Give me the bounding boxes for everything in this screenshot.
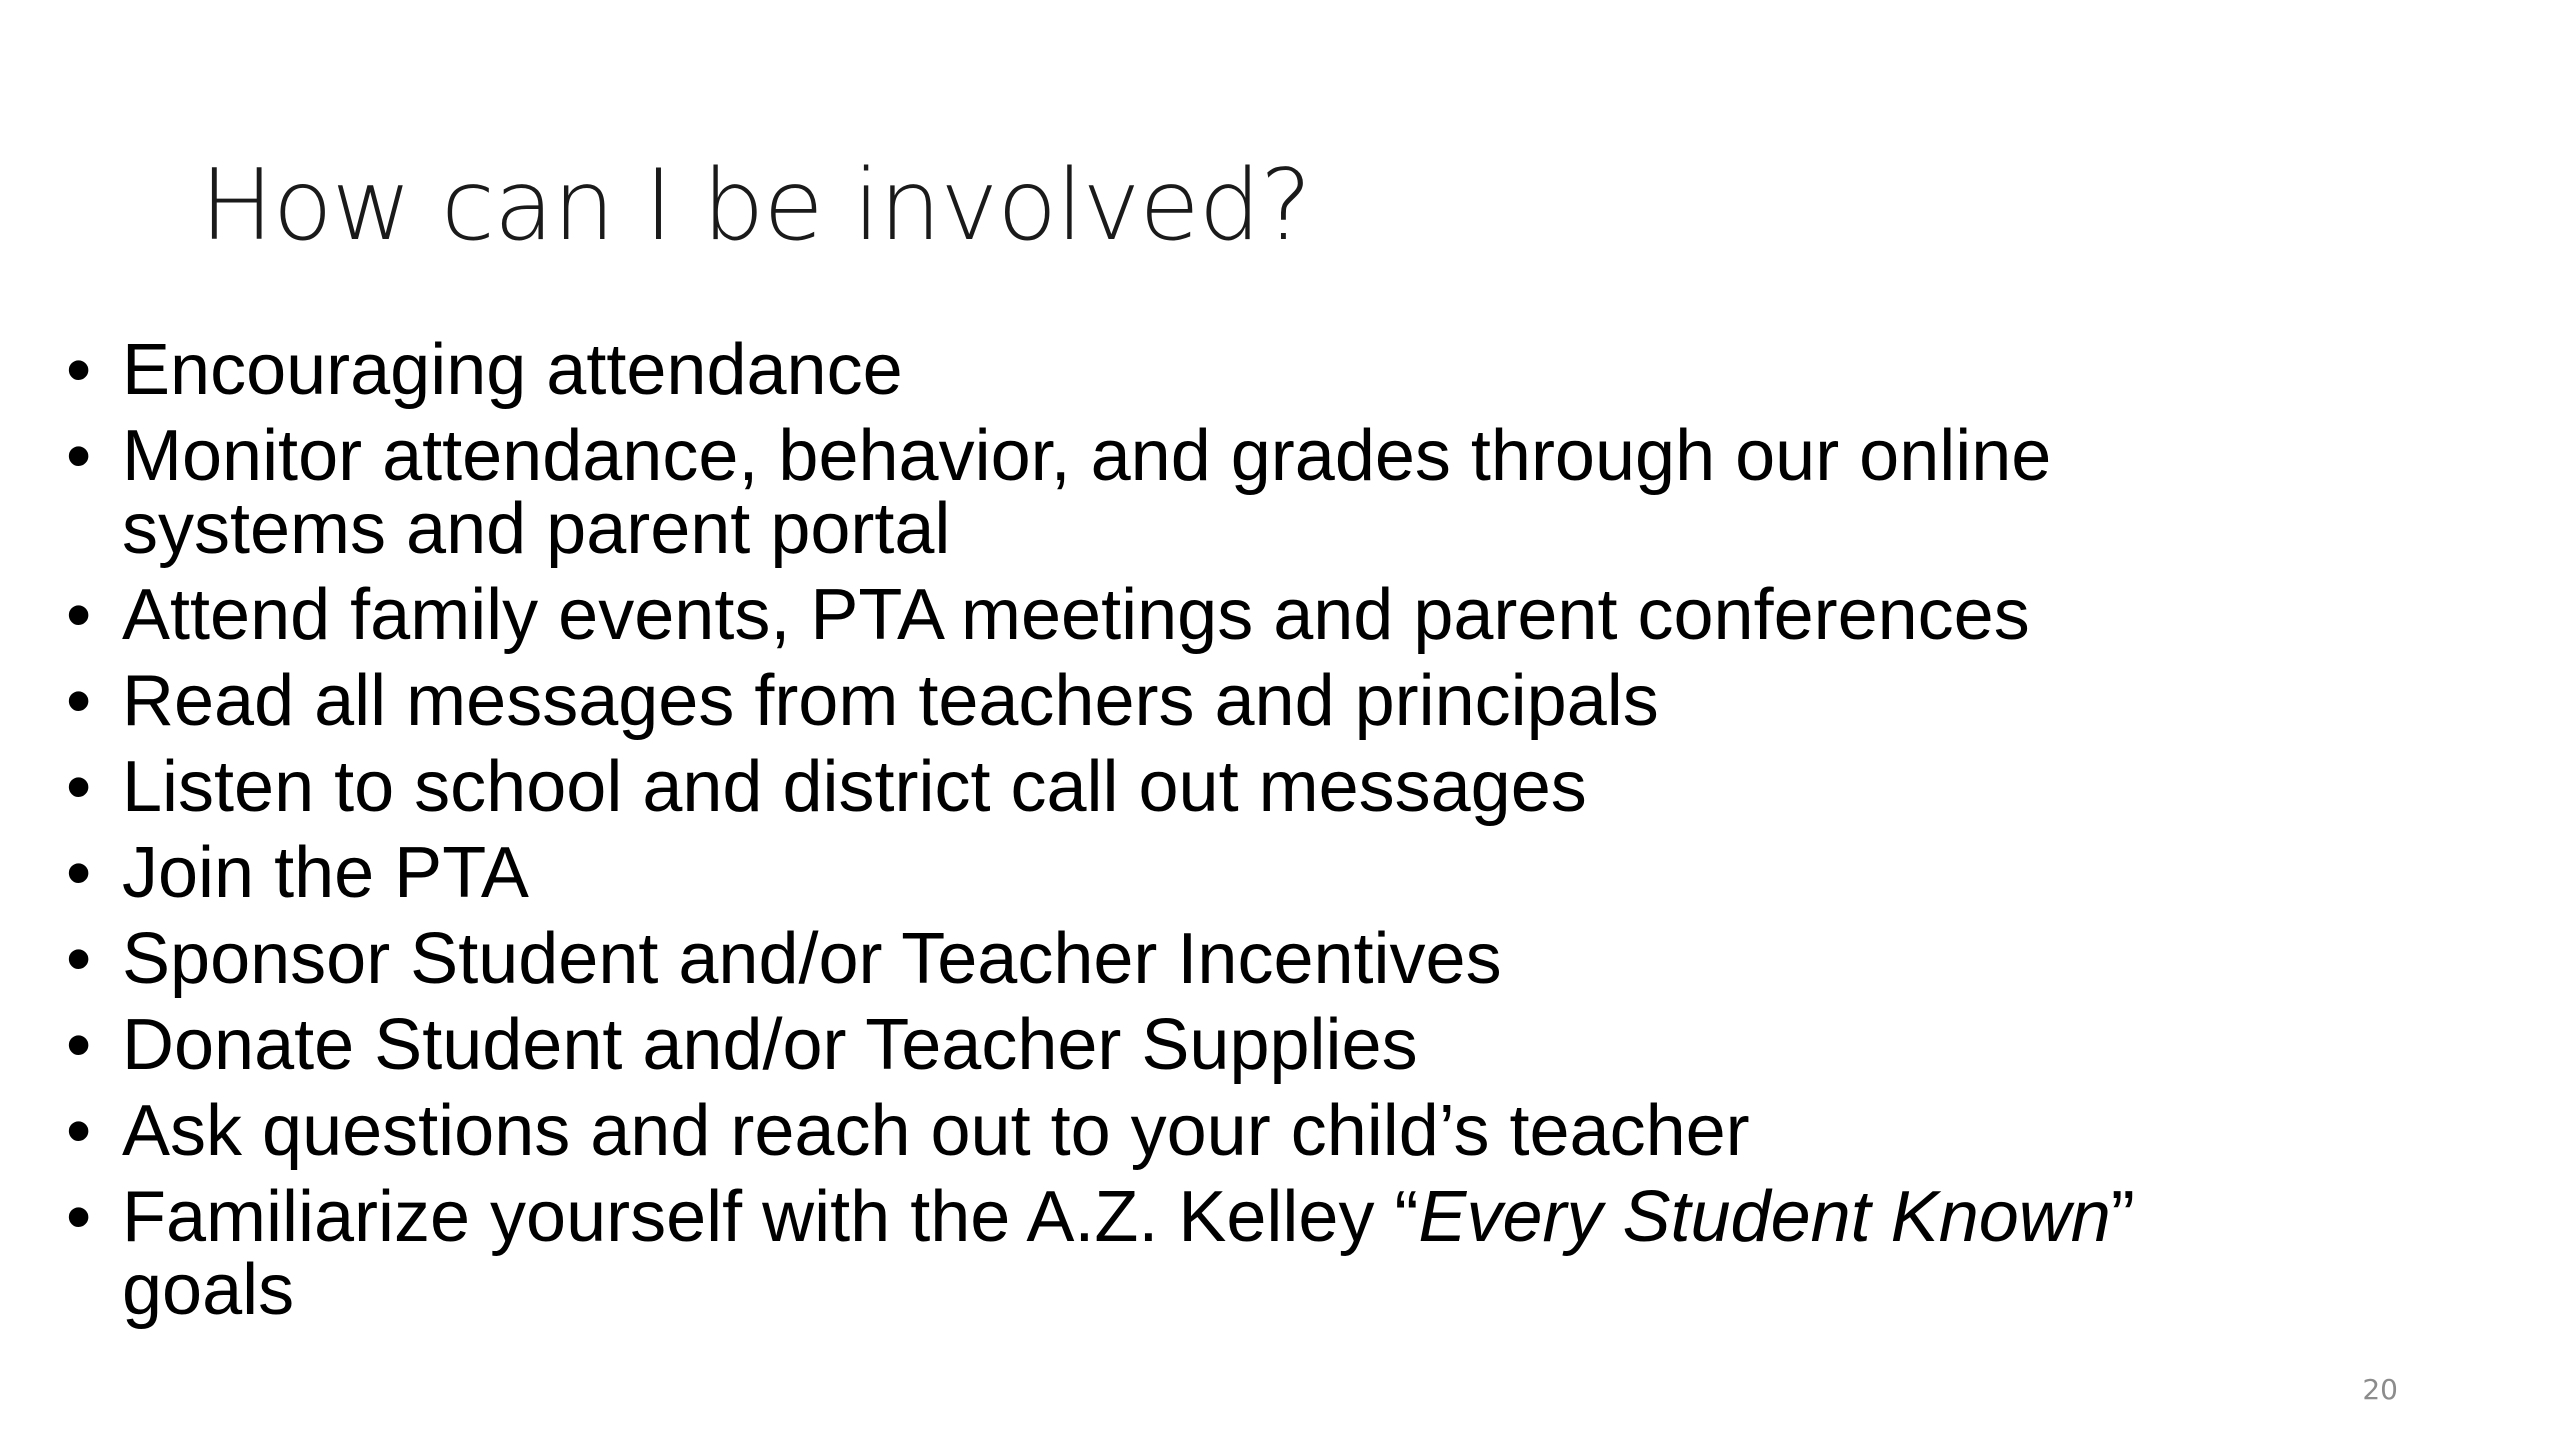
page-number: 20 bbox=[2362, 1373, 2398, 1406]
bullet-item: • Ask questions and reach out to your child’s teacher bbox=[66, 1095, 2226, 1168]
bullet-item: • Listen to school and district call out messages bbox=[66, 751, 2226, 824]
bullet-item: • Donate Student and/or Teacher Supplies bbox=[66, 1009, 2226, 1082]
bullet-item: • Encouraging attendance bbox=[66, 334, 2226, 407]
bullet-list bbox=[66, 330, 2226, 1340]
slide-title: How can I be involved? bbox=[200, 149, 1311, 263]
bullet-item: • Join the PTA bbox=[66, 837, 2226, 910]
bullet-item-goals bbox=[66, 1177, 2226, 1330]
goals-suffix: ” goals bbox=[122, 1177, 2135, 1330]
bullet-item: • Monitor attendance, behavior, and grades through our online systems and parent portal bbox=[66, 420, 2226, 566]
goals-prefix: Familiarize yourself with the A.Z. Kelley “ bbox=[122, 1177, 1419, 1257]
bullet-item: • Sponsor Student and/or Teacher Incentives bbox=[66, 923, 2226, 996]
bullet-item: • Read all messages from teachers and principals bbox=[66, 665, 2226, 738]
goals-emphasis: Every Student Known bbox=[1418, 1177, 2111, 1257]
bullet-item: • Attend family events, PTA meetings and parent conferences bbox=[66, 579, 2226, 652]
